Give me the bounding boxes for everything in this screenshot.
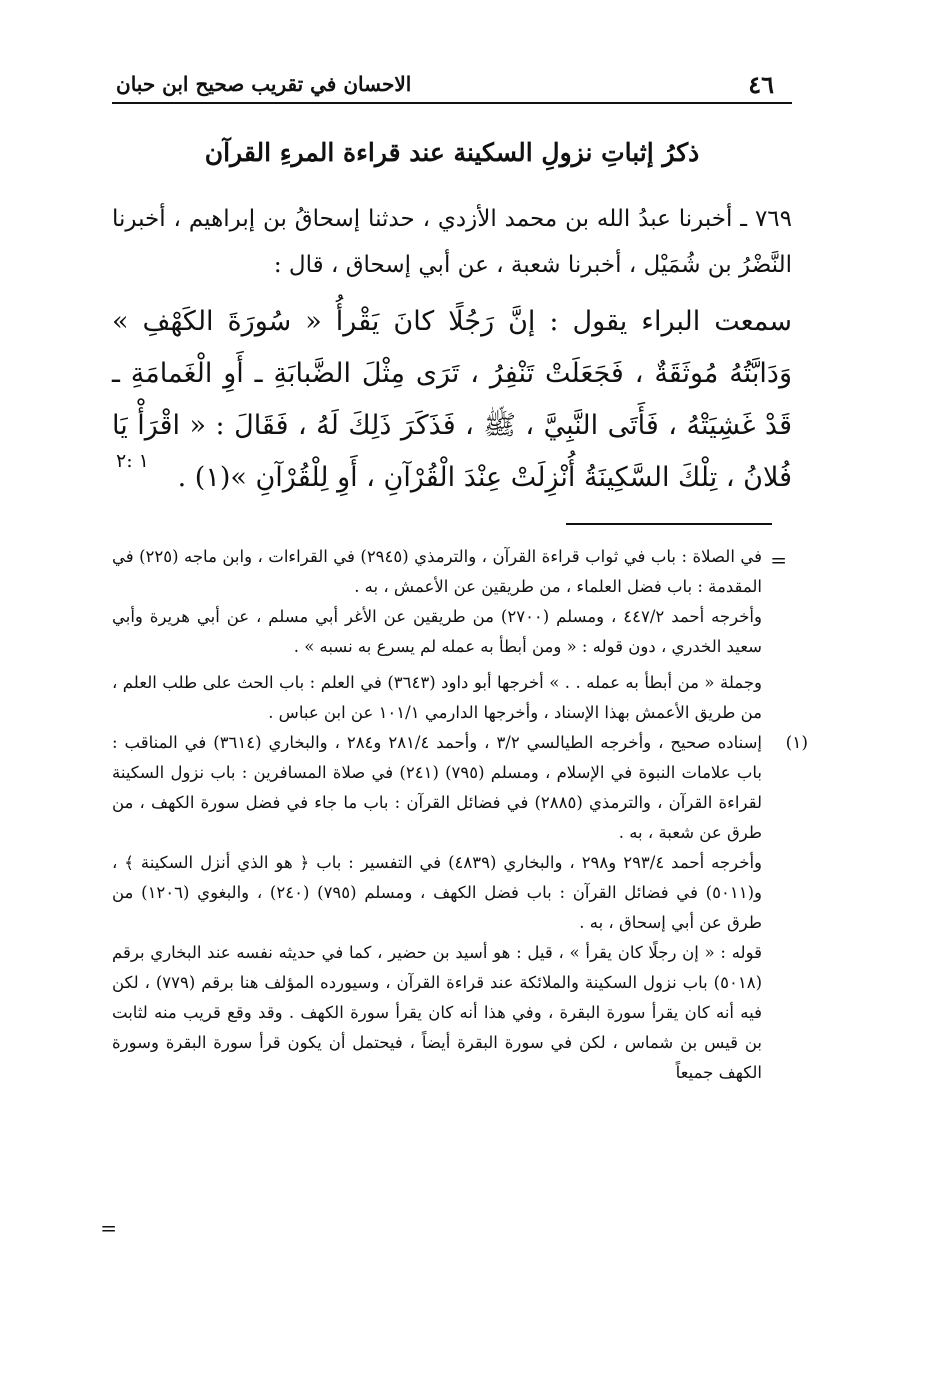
section-title: ذكرُ إثباتِ نزولِ السكينة عند قراءة المرءِ القرآن bbox=[204, 138, 700, 167]
footnote-paragraph: وأخرجه أحمد ٢٩٣/٤ و٢٩٨ ، والبخاري (٤٨٣٩) في التفسير : باب ﴿ هو الذي أنزل السكينة ﴾ ، و(٥٠١١) في فضائل القرآن : باب فضل الكهف ، ومسلم (٧٩٥) (٢٤٠) ، والبغوي (١٢٠٦) من طرق عن أبي إسحاق ، به . bbox=[112, 853, 762, 932]
hadith-isnad bbox=[112, 196, 792, 288]
footnotes bbox=[112, 542, 808, 1088]
footnote-divider bbox=[566, 523, 772, 525]
footnote-continued-paragraph: وأخرجه أحمد ٤٤٧/٢ ، ومسلم (٢٧٠٠) من طريقين عن الأغر أبي مسلم ، عن أبي هريرة وأبي سعيد الخدري ، دون قوله : « ومن أبطأ به عمله لم يسرع به نسبه » . bbox=[112, 607, 762, 656]
verse-reference: ١ :٢ bbox=[116, 450, 149, 472]
footnote-continued-paragraph: وجملة « من أبطأ به عمله . . » أخرجها أبو داود (٣٦٤٣) في العلم : باب الحث على طلب العلم ، من طريق الأعمش بهذا الإسناد ، وأخرجها الدارمي ١٠١/١ عن ابن عباس . bbox=[112, 673, 763, 722]
page-header bbox=[112, 66, 792, 104]
hadith-intro-text: ٧٦٩ ـ أخبرنا عبدُ الله بن محمد الأزدي ، حدثنا إسحاقُ بن إبراهيم ، أخبرنا النَّضْرُ بن شُمَيْل ، أخبرنا شعبة ، عن أبي إسحاق ، قال : bbox=[112, 206, 792, 278]
continuation-mark-top: = bbox=[770, 548, 787, 572]
page-number: ٤٦ bbox=[748, 70, 774, 99]
footnote-paragraph: إسناده صحيح ، وأخرجه الطيالسي ٣/٢ ، وأحمد ٢٨١/٤ و٢٨٤ ، والبخاري (٣٦١٤) في المناقب : باب علامات النبوة في الإسلام ، ومسلم (٧٩٥) (٢٤١) في صلاة المسافرين : باب نزول السكينة لقراءة القرآن ، والترمذي (٢٨٨٥) في فضائل القرآن : باب ما جاء في فضل سورة الكهف ، من طرق عن شعبة ، به . bbox=[112, 733, 762, 842]
footnote-marker: (١) bbox=[785, 733, 808, 753]
hadith-text: سمعت البراء يقول : إنَّ رَجُلًا كانَ يَقْرأُ « سُورَةَ الكَهْفِ » وَدَابَّتُهُ مُوثَقَةٌ ، فَجَعَلَتْ تَنْفِرُ ، تَرَى مِثْلَ الضَّبابَةِ ـ أَوِ الْغَمامَةِ ـ قَدْ غَشِيَتْهُ ، فَأَتَى النَّبِيَّ ، ﷺ ، فَذَكَرَ ذَلِكَ لَهُ ، فَقَالَ : « اقْرَأْ يَا فُلانُ ، تِلْكَ السَّكِينَةُ أُنْزِلَتْ عِنْدَ الْقُرْآنِ ، أَوِ لِلْقُرْآنِ »(١) . bbox=[112, 306, 792, 493]
footnote-continued-paragraph: في الصلاة : باب في ثواب قراءة القرآن ، والترمذي (٢٩٤٥) في القراءات ، وابن ماجه (٢٢٥) في المقدمة : باب فضل العلماء ، من طريقين عن الأعمش ، به . bbox=[112, 547, 762, 596]
running-title: الاحسان في تقريب صحيح ابن حبان bbox=[116, 72, 412, 96]
footnote-paragraph: قوله : « إن رجلًا كان يقرأ » ، قيل : هو أسيد بن حضير ، كما في حديثه نفسه عند البخاري برقم (٥٠١٨) باب نزول السكينة والملائكة عند قراءة القرآن ، وسيورده المؤلف هنا برقم (٧٧٩) ، لكن فيه أنه كان يقرأ سورة البقرة ، وفي هذا أنه كان يقرأ سورة الكهف . وقد وقع قريب منه لثابت بن قيس بن شماس ، لكن في سورة البقرة أيضاً ، فيحتمل أن يكون قرأ سورة البقرة وسورة الكهف جميعاً bbox=[112, 943, 762, 1082]
footnote-1 bbox=[112, 728, 808, 1088]
continuation-mark-bottom: = bbox=[100, 1216, 117, 1240]
hadith-matn bbox=[112, 296, 792, 504]
